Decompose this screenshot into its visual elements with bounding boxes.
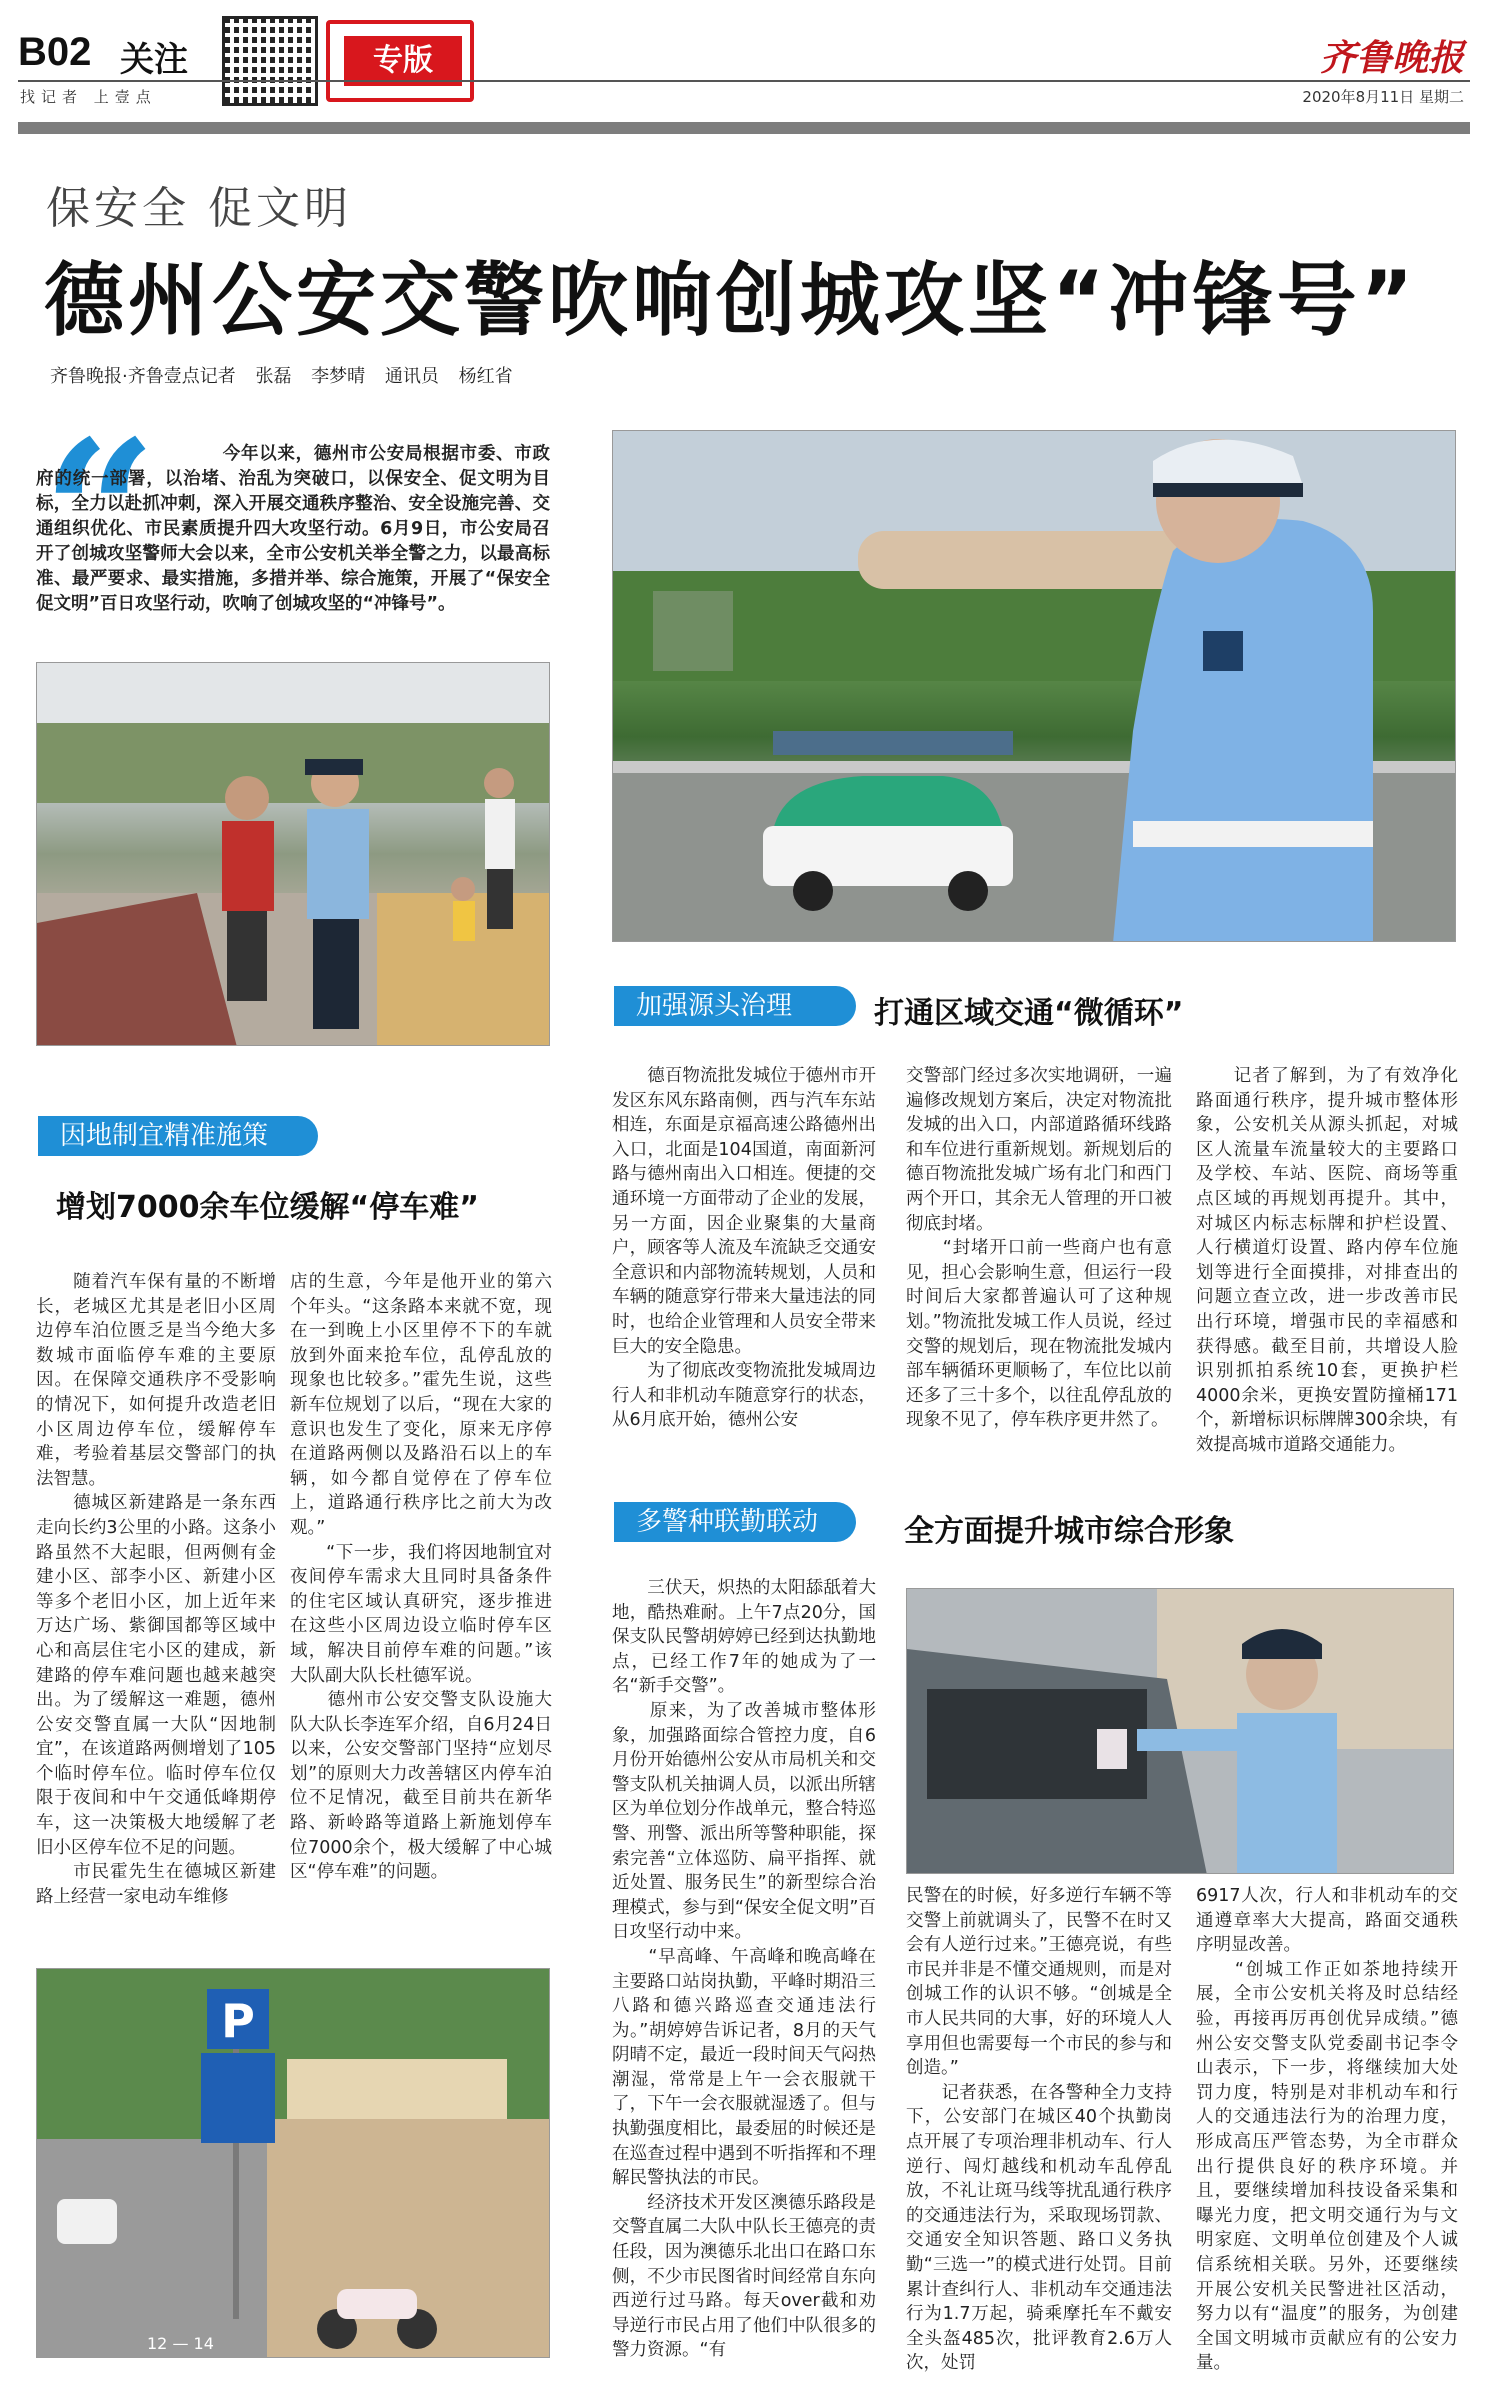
- city-image-column-1: 三伏天，炽热的太阳舔舐着大地，酷热难耐。上午7点20分，国保支队民警胡婷婷已经到达执勤地点，已经工作7年的她成为了一名“新手交警”。 原来，为了改善城市整体形象，加强路面综合管控力度，自6月份开始德州公安从市局机关和交警支队机关抽调人员，以派出所辖区为单位划分作战单元，整合特巡警、刑警、派出所等警种职能，探索完善“立体巡防、扁平指挥、就近处置、服务民生”的新型综合治理模式，参与到“保安全促文明”百日攻坚行动中来。 “早高峰、午高峰和晚高峰在主要路口站岗执勤，平峰时期沿三八路和德兴路巡查交通违法行为。”胡婷婷告诉记者，8月的天气阴晴不定，最近一段时间天气闷热潮湿，常常是上午一会衣服就干了，下午一会衣服就湿透了。但与执勤强度相比，最委屈的时候还是在巡查过程中遇到不听指挥和不理解民警执法的市民。 经济技术开发区澳德乐路段是交警直属二大队中队长王德亮的责任段，因为澳德乐北出口在路口东侧，不少市民图省时间经常自东向西逆行过马路。每天over截和劝导逆行市民占用了他们中队很多的警力资源。“有: [612, 1578, 876, 2361]
- special-edition-badge: 专版: [344, 36, 462, 86]
- city-image-column-3: 6917人次，行人和非机动车的交通遵章率大大提高，路面交通秩序明显改善。 “创城工作正如茶地持续开展，全市公安机关将及时总结经验，再接再厉再创优异成绩。”德州公安交警支队党委副书记李令山表示，下一步，将继续加大处罚力度，特别是对非机动车和行人的交通违法行为的治理力度，形成高压严管态势，为全市群众出行提供良好的秩序环境。并且，要继续增加科技设备采集和曝光力度，把文明交通行为与文明家庭、文明单位创建及个人诚信系统相关联。另外，还要继续开展公安机关民警进社区活动，努力以有“温度”的服务，为创建全国文明城市贡献应有的公安力量。: [1196, 1886, 1458, 2374]
- traffic-police-photo: [612, 430, 1456, 942]
- police-residents-illustration: [37, 663, 550, 1046]
- woman-resident: [222, 776, 274, 1001]
- section-subtitle: 找记者 上壹点: [20, 88, 157, 106]
- newspaper-logo: 齐鲁晚报: [1319, 37, 1464, 79]
- parking-street-illustration: [37, 1969, 550, 2358]
- parking-street-photo: [36, 1968, 550, 2358]
- section-title-micro-circulation: 打通区域交通“微循环”: [874, 996, 1184, 1031]
- traffic-police-illustration: [613, 431, 1456, 942]
- section-name: 关注: [120, 40, 188, 80]
- parking-column-1: 随着汽车保有量的不断增长，老城区尤其是老旧小区周边停车泊位匮乏是当今绝大多数城市面临停车难的主要原因。在保障交通秩序不受影响的情况下，如何提升改造老旧小区周边停车位，缓解停车难，考验着基层交警部门的执法智慧。 德城区新建路是一条东西走向长约3公里的小路。这条小路虽然不大起眼，但两侧有金建小区、部李小区、新建小区等多个老旧小区，加上近年来万达广场、紫御国都等区域中心和高层住宅小区的建成，新建路的停车难问题也越来越突出。为了缓解这一难题，德州公安交警直属一大队“因地制宜”，在该道路两侧增划了105个临时停车位。临时停车位仅限于夜间和中午交通低峰期停车，这一决策极大地缓解了老旧小区停车位不足的问题。 市民霍先生在德城区新建路上经营一家电动车维修: [36, 1272, 276, 1907]
- qr-code-icon[interactable]: [222, 16, 318, 106]
- section-tab-joint-patrol[interactable]: 多警种联勤联动: [614, 1502, 856, 1542]
- page-code: B02: [18, 30, 92, 74]
- city-image-column-2: 民警在的时候，好多逆行车辆不等交警上前就调头了，民警不在时又会有人逆行过来。”王德亮说，有些市民并非是不懂交通规则，而是对创城工作的认识不够。“创城是全市人民共同的大事，好的环境人人享用但也需要每一个市民的参与和创造。” 记者获悉，在各警种全力支持下，公安部门在城区40个执勤岗点开展了专项治理非机动车、行人逆行、闯灯越线和机动车乱停乱放，不礼让斑马线等扰乱通行秩序的交通违法行为，采取现场罚款、交通安全知识答题、路口义务执勤“三选一”的模式进行处罚。目前累计查纠行人、非机动车交通违法行为1.7万起，骑乘摩托车不戴安全头盔485次，批评教育2.6万人次，处罚: [906, 1886, 1172, 2374]
- article-intro: [36, 397, 550, 632]
- header-bar: [18, 122, 1470, 134]
- section-tab-source-governance[interactable]: 加强源头治理: [614, 986, 856, 1026]
- intro-text: 今年以来，德州市公安局根据市委、市政府的统一部署，以治堵、治乱为突破口，以保安全、促文明为目标，全力以赴抓冲刺，深入开展交通秩序整治、安全设施完善、交通组织优化、市民素质提升四大攻坚行动。6月9日，市公安局召开了创城攻坚警师大会以来，全市公安机关举全警之力，以最高标准、最严要求、最实措施，多措并举、综合施策，开展了“保安全促文明”百日攻坚行动，吹响了创城攻坚的“冲锋号”。: [36, 444, 550, 614]
- bystander: [484, 768, 515, 929]
- road-marking: 12 — 14: [147, 2334, 214, 2353]
- header-rule: [18, 80, 1470, 82]
- circulation-column-1: 德百物流批发城位于德州市开发区东风东路南侧，西与汽车东站相连，东面是京福高速公路德州出入口，北面是104国道，南面新河路与德州南出入口相连。便捷的交通环境一方面带动了企业的发展，另一方面，因企业聚集的大量商户，顾客等人流及车流缺乏交通安全意识和内部物流转规划，人员和车辆的随意穿行带来大量违法的同时，也给企业管理和人员安全带来巨大的安全隐患。 为了彻底改变物流批发城周边行人和非机动车随意穿行的状态，从6月底开始，德州公安: [612, 1066, 876, 1431]
- circulation-column-3: 记者了解到，为了有效净化路面通行秩序，提升城市整体形象，公安机关从源头抓起，对城区人流量车流量较大的主要路口及学校、车站、医院、商场等重点区域的再规划再提升。其中，对城区内标志标牌和护栏设置、人行横道灯设置、路内停车位施划等进行全面摸排，对排查出的问题立查立改，进一步改善市民出行环境，增强市民的幸福感和获得感。截至目前，共增设人脸识别抓拍系统10套，更换护栏4000余米，更换安置防撞桶171个，新增标识标牌牌300余块，有效提高城市道路交通能力。: [1196, 1066, 1458, 1455]
- child: [451, 877, 475, 941]
- section-tab-local-measures[interactable]: 因地制宜精准施策: [38, 1116, 318, 1156]
- female-officer-photo: [906, 1588, 1454, 1874]
- section-title-parking: 增划7000余车位缓解“停车难”: [56, 1190, 479, 1225]
- article-byline: 齐鲁晚报·齐鲁壹点记者 张磊 李梦晴 通讯员 杨红省: [50, 366, 513, 387]
- police-residents-photo: [36, 662, 550, 1046]
- female-officer-illustration: [907, 1589, 1454, 1874]
- article-kicker: 保安全 促文明: [46, 183, 352, 234]
- section-title-city-image: 全方面提升城市综合形象: [904, 1514, 1234, 1549]
- issue-date: 2020年8月11日 星期二: [1302, 88, 1464, 106]
- quote-mark-icon: “: [42, 397, 158, 632]
- parking-sign-letter: P: [221, 1994, 255, 2048]
- article-headline: 德州公安交警吹响创城攻坚“冲锋号”: [44, 254, 1418, 347]
- parking-column-2: 店的生意，今年是他开业的第六个年头。“这条路本来就不宽，现在一到晚上小区里停不下的车就放到外面来抢车位，乱停乱放的现象也比较多。”霍先生说，这些新车位规划了以后，“现在大家的意识也发生了变化，原来无序停在道路两侧以及路沿石以上的车辆，如今都自觉停在了停车位上，道路通行秩序比之前大为改观。” “下一步，我们将因地制宜对夜间停车需求大且同时具备条件的住宅区域认真研究，逐步推进在这些小区周边设立临时停车区域，解决目前停车难的问题。”该大队副大队长杜德军说。 德州市公安交警支队设施大队大队长李连军介绍，自6月24日以来，公安交警部门坚持“应划尽划”的原则大力改善辖区内停车泊位不足情况，截至目前共在新华路、新岭路等道路上新施划停车位7000余个，极大缓解了中心城区“停车难”的问题。: [290, 1272, 552, 1883]
- circulation-column-2: 交警部门经过多次实地调研，一遍遍修改规划方案后，决定对物流批发城的出入口，内部道路循环线路和车位进行重新规划。新规划后的德百物流批发城广场有北门和西门两个开口，其余无人管理的开口被彻底封堵。 “封堵开口前一些商户也有意见，担心会影响生意，但运行一段时间后大家都普遍认可了这种规划。”物流批发城工作人员说，经过交警的规划后，现在物流批发城内部车辆循环更顺畅了，车位比以前还多了三十多个，以往乱停乱放的现象不见了，停车秩序更井然了。: [906, 1066, 1172, 1431]
